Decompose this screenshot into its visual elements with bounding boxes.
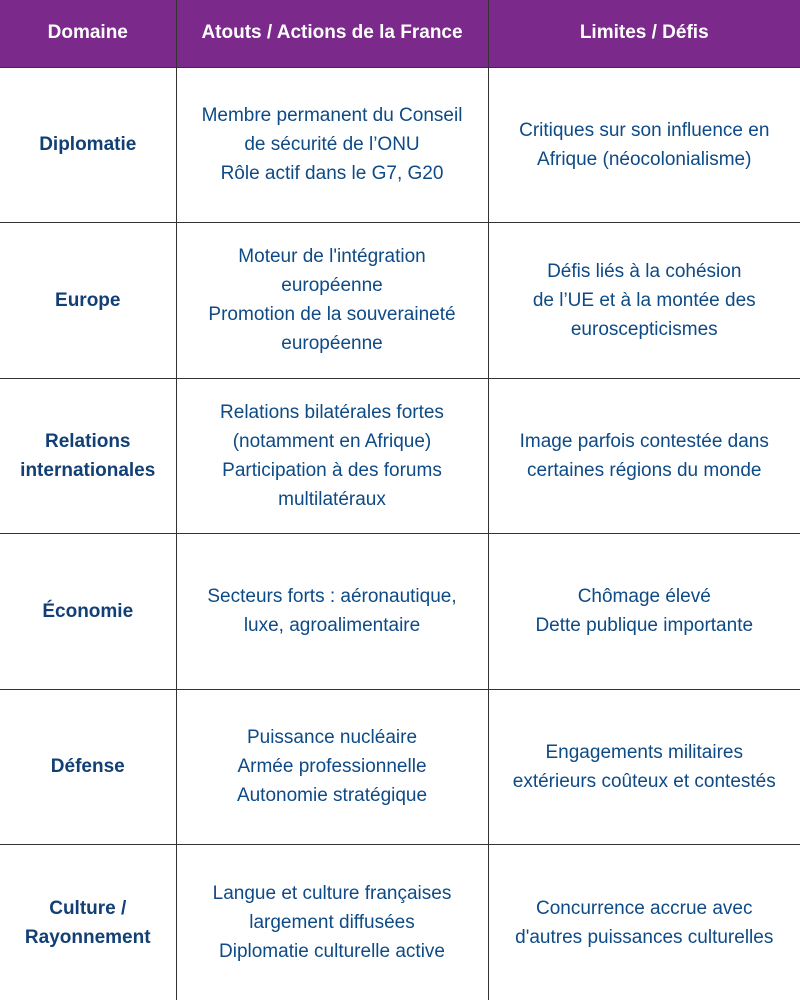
cell-line: Culture / xyxy=(49,897,127,919)
cell-line: certaines régions du monde xyxy=(527,459,762,481)
assets-cell xyxy=(176,67,488,223)
cell-line: européenne xyxy=(281,333,383,355)
cell-line: (notamment en Afrique) xyxy=(232,430,432,452)
cell-line: Membre permanent du Conseil xyxy=(201,105,463,127)
cell-line: Engagements militaires xyxy=(545,741,743,763)
header-row xyxy=(0,0,800,67)
cell-line: Défense xyxy=(50,756,125,778)
cell-line: Chômage élevé xyxy=(577,586,711,608)
domain-cell xyxy=(0,378,176,534)
cell-line: Promotion de la souveraineté xyxy=(208,304,456,326)
table-row xyxy=(0,689,800,845)
domain-cell xyxy=(0,845,176,1000)
assets-cell xyxy=(176,845,488,1000)
cell-line: Relations bilatérales fortes xyxy=(220,401,444,423)
domain-cell xyxy=(0,689,176,845)
header-limits: Limites / Défis xyxy=(488,0,800,67)
limits-cell xyxy=(488,378,800,534)
cell-line: Diplomatie culturelle active xyxy=(219,941,445,962)
cell-line: Rayonnement xyxy=(24,926,151,948)
cell-line: Image parfois contestée dans xyxy=(519,430,769,452)
cell-line: Dette publique importante xyxy=(535,615,754,637)
limits-cell xyxy=(488,67,800,223)
cell-line: Concurrence accrue avec xyxy=(536,897,753,919)
table-row xyxy=(0,378,800,534)
assets-cell xyxy=(176,534,488,690)
cell-line: Autonomie stratégique xyxy=(236,785,428,807)
cell-line: Rôle actif dans le G7, G20 xyxy=(220,163,444,185)
cell-line: Europe xyxy=(55,289,121,311)
limits-cell xyxy=(488,534,800,690)
cell-line: Défis liés à la cohésion xyxy=(547,260,742,282)
cell-line: Relations xyxy=(44,430,131,452)
header-domain: Domaine xyxy=(0,0,176,67)
cell-line: européenne xyxy=(281,275,383,297)
table-row xyxy=(0,845,800,1000)
limits-cell xyxy=(488,689,800,845)
assets-cell xyxy=(176,378,488,534)
cell-line: extérieurs coûteux et contestés xyxy=(512,770,776,792)
cell-line: Critiques sur son influence en xyxy=(519,119,770,141)
cell-line: Moteur de l'intégration xyxy=(238,246,426,268)
cell-line: Armée professionnelle xyxy=(237,756,427,778)
cell-line: largement diffusées xyxy=(249,912,415,933)
domain-cell xyxy=(0,534,176,690)
cell-line: multilatéraux xyxy=(278,488,386,510)
cell-line: euroscepticismes xyxy=(570,318,718,340)
cell-line: Puissance nucléaire xyxy=(246,727,418,749)
table-row xyxy=(0,223,800,379)
table-row xyxy=(0,67,800,223)
cell-line: Afrique (néocolonialisme) xyxy=(537,148,752,170)
assets-cell xyxy=(176,223,488,379)
cell-line: Langue et culture françaises xyxy=(212,883,452,904)
table-row xyxy=(0,534,800,690)
cell-line: d'autres puissances culturelles xyxy=(515,926,774,948)
assets-cell xyxy=(176,689,488,845)
domain-cell xyxy=(0,223,176,379)
cell-line: Participation à des forums xyxy=(222,459,442,481)
table-body xyxy=(0,67,800,1000)
domain-cell xyxy=(0,67,176,223)
cell-line: Secteurs forts : aéronautique, xyxy=(207,586,457,608)
cell-line: de sécurité de l’ONU xyxy=(244,134,420,156)
cell-line: internationales xyxy=(20,459,156,481)
cell-line: Diplomatie xyxy=(39,134,137,156)
cell-line: Économie xyxy=(42,600,134,622)
cell-line: luxe, agroalimentaire xyxy=(243,615,421,637)
cell-line: de l’UE et à la montée des xyxy=(532,289,756,311)
limits-cell xyxy=(488,845,800,1000)
limits-cell xyxy=(488,223,800,379)
header-assets: Atouts / Actions de la France xyxy=(176,0,488,67)
